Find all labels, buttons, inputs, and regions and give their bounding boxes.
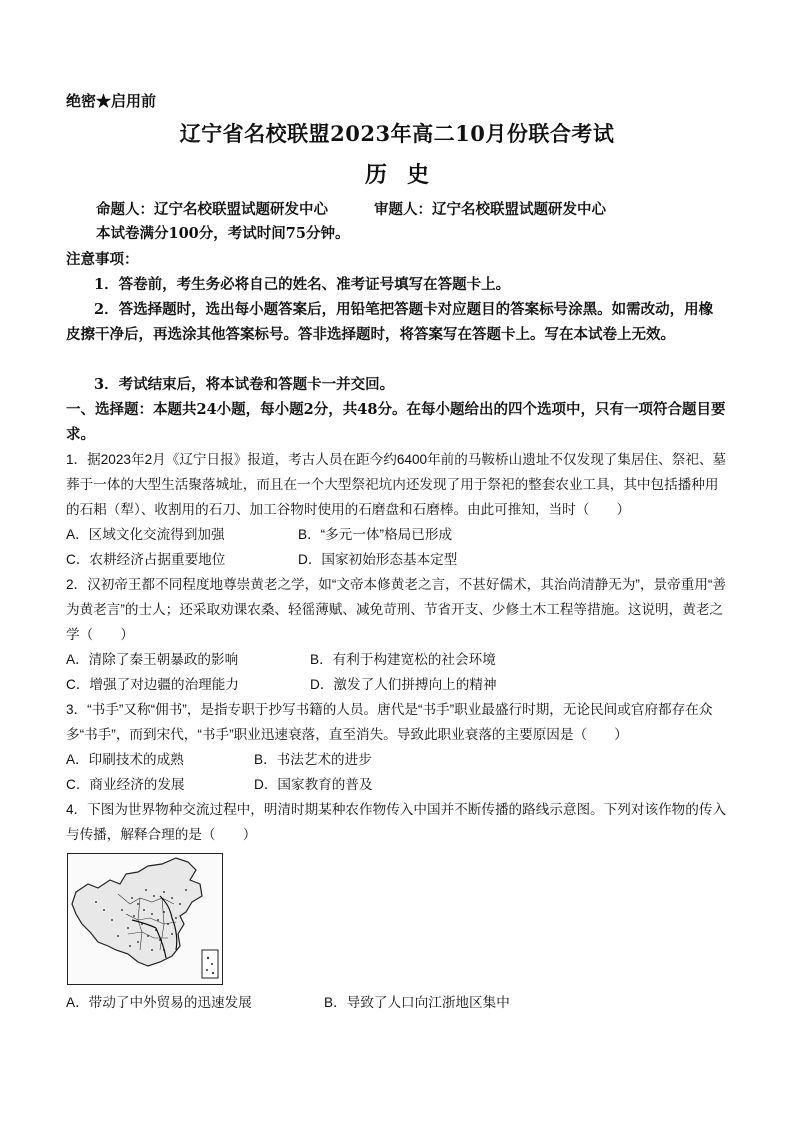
- country-outline: [72, 858, 202, 966]
- note-3: 3．考试结束后，将本试卷和答题卡一并交回。: [94, 376, 395, 393]
- question-2-stem: 2．汉初帝王都不同程度地尊崇黄老之学，如“文帝本修黄老之言，不甚好儒术，其治尚清静无为”，景帝重用“善为黄老言”的士人；还采取劝课农桑、轻徭薄赋、减免苛刑、节省开支、少修土木工程等措施。这说明，黄老之学（ ）: [66, 577, 727, 642]
- crop-spread-map: [67, 853, 223, 985]
- question-3-options: [66, 747, 728, 797]
- option-2b: B．有利于构建宽松的社会环境: [310, 652, 496, 667]
- option-1c: C．农耕经济占据重要地位: [66, 552, 226, 567]
- question-4-stem: 4．下图为世界物种交流过程中，明清时期某种农作物传入中国并不断传播的路线示意图。下列对该作物的传入与传播，解释合理的是（ ）: [66, 802, 727, 842]
- confidential-mark: 绝密★启用前: [66, 92, 157, 110]
- note-1: 1．答卷前，考生务必将自己的姓名、准考证号填写在答题卡上。: [94, 276, 511, 293]
- section-heading: 一、选择题：本题共24小题，每小题2分，共48分。在每小题给出的四个选项中，只有一项符合题目要求。: [66, 401, 726, 443]
- exam-title: 辽宁省名校联盟2023年高二10月份联合考试: [179, 121, 615, 146]
- option-1a: A．区域文化交流得到加强: [66, 527, 225, 542]
- question-3-stem: 3．“书手”又称“佣书”，是指专职于抄写书籍的人员。唐代是“书手”职业最盛行时期，无论民间或官府都存在众多“书手”，而到宋代，“书手”职业迅速衰落，直至消失。导致此职业衰落的主要原因是（ ）: [66, 702, 713, 742]
- question-4-options: [66, 990, 728, 1015]
- reviewer: 审题人：辽宁名校联盟试题研发中心: [374, 201, 606, 218]
- option-3c: C．商业经济的发展: [66, 777, 185, 792]
- option-2d: D．激发了人们拼搏向上的精神: [310, 677, 497, 692]
- south-sea-inset: [202, 950, 218, 978]
- notes-title: 注意事项：: [66, 251, 139, 268]
- score-time: 本试卷满分100分，考试时间75分钟。: [96, 225, 350, 242]
- china-map-figure: [68, 854, 222, 984]
- option-2c: C．增强了对边疆的治理能力: [66, 677, 239, 692]
- option-4a: A．带动了中外贸易的迅速发展: [66, 995, 252, 1010]
- question-2-options: [66, 647, 728, 697]
- authors-line: [96, 198, 776, 219]
- option-3a: A．印刷技术的成熟: [66, 752, 184, 767]
- question-1-options: [66, 522, 728, 572]
- note-2: 2．答选择题时，选出每小题答案后，用铅笔把答题卡对应题目的答案标号涂黑。如需改动，用橡皮擦干净后，再选涂其他答案标号。答非选择题时，将答案写在答题卡上。写在本试卷上无效。: [66, 301, 714, 343]
- option-1d: D．国家初始形态基本定型: [298, 552, 458, 567]
- option-3d: D．国家教育的普及: [254, 777, 373, 792]
- exam-subject: 历史: [364, 162, 449, 188]
- option-3b: B．书法艺术的进步: [254, 752, 372, 767]
- option-2a: A．清除了秦王朝暴政的影响: [66, 652, 239, 667]
- option-4b: B．导致了人口向江浙地区集中: [324, 995, 510, 1010]
- option-1b: B．“多元一体”格局已形成: [298, 527, 453, 542]
- question-1-stem: 1．据2023年2月《辽宁日报》报道，考古人员在距今约6400年前的马鞍桥山遗址不仅发现了集居住、祭祀、墓葬于一体的大型生活聚落城址，而且在一个大型祭祀坑内还发现了用于祭祀的整套农业工具，其中包括播种用的石耜（犁）、收割用的石刀、加工谷物时使用的石磨盘和石磨棒。由此可推知，当时（ ）: [66, 452, 727, 517]
- author: 命题人：辽宁名校联盟试题研发中心: [96, 201, 328, 218]
